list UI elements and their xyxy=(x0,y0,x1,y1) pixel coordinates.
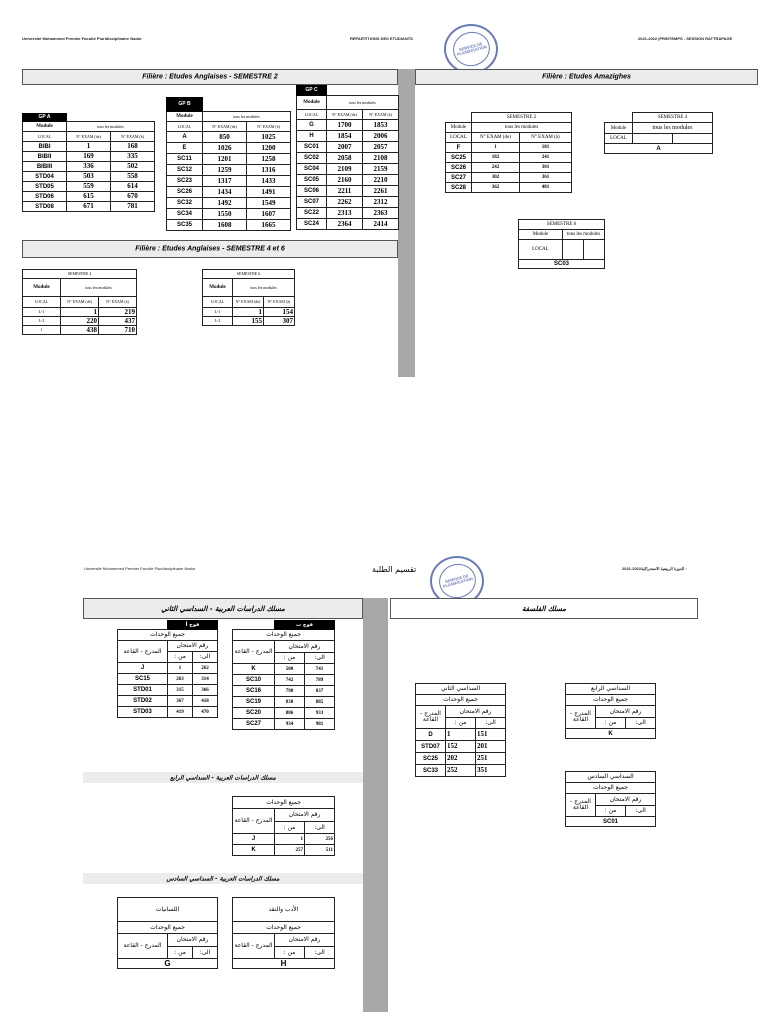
header-university-2: Université Mohammed Premier Faculté Pluridisciplinaire Nador xyxy=(84,566,196,571)
exam-to-cell: 262 xyxy=(193,663,218,674)
room-cell: J xyxy=(233,834,275,845)
table-arabic-s4: جميع الوحدات المدرج - القاعة رقم الامتحان من : الى: J 1 256 K 257 511 xyxy=(232,796,335,856)
exam-from-cell: 500 xyxy=(275,664,305,675)
section-title-amazigh: Filière : Etudes Amazighes xyxy=(415,69,758,85)
room-cell: STD07 xyxy=(416,741,446,753)
room-cell: SC16 xyxy=(233,686,275,697)
table-row xyxy=(297,164,399,175)
exam-to-cell: 1200 xyxy=(247,143,291,154)
table-row xyxy=(23,162,155,172)
section-title-arabic-s2: مسلك الدراسات العربية - السداسي الثاني xyxy=(83,598,363,619)
exam-to-cell: 470 xyxy=(193,707,218,718)
exam-from-cell: 1434 xyxy=(203,187,247,198)
header-session: 2021-2022 |PRINTEMPS - SESSION RATTRAPAGE xyxy=(638,36,733,41)
exam-from-cell: 1259 xyxy=(203,165,247,176)
exam-to-cell: 2108 xyxy=(363,153,399,164)
exam-to-cell: 1433 xyxy=(247,176,291,187)
exam-from-cell: 2109 xyxy=(327,164,363,175)
exam-from-cell: 438 xyxy=(61,326,99,335)
exam-to-cell: 789 xyxy=(305,675,335,686)
room-cell: SC28 xyxy=(446,183,472,193)
exam-to-cell: 2414 xyxy=(363,219,399,230)
table-arabic-s6-linguistics: اللسانيات جميع الوحدات المدرج - القاعة رقم الامتحان من : الى: G xyxy=(117,897,218,969)
table-row xyxy=(167,132,291,143)
exam-from-cell: 886 xyxy=(275,708,305,719)
exam-from-cell: 1550 xyxy=(203,209,247,220)
exam-from-cell: 1492 xyxy=(203,198,247,209)
room-cell: SC26 xyxy=(446,163,472,173)
exam-to-cell: 335 xyxy=(111,152,155,162)
divider-bar xyxy=(398,69,415,377)
room-cell: H xyxy=(297,131,327,142)
table-row xyxy=(233,686,335,697)
exam-to-cell: 241 xyxy=(520,153,572,163)
room-cell: SC20 xyxy=(233,708,275,719)
table-row xyxy=(446,153,572,163)
exam-from-cell: 850 xyxy=(203,132,247,143)
exam-from-cell: 220 xyxy=(61,317,99,326)
table-row xyxy=(446,143,572,153)
exam-from-cell: 2007 xyxy=(327,142,363,153)
table-amazigh-s4: SEMESTRE 4 Module tous les modules LOCAL A xyxy=(604,112,713,154)
room-cell: STD03 xyxy=(118,707,168,718)
header-title-2: تقسيم الطلبة xyxy=(372,565,417,574)
table-row xyxy=(416,741,506,753)
header-university: Université Mohammed Premier Faculté Pluridisciplinaire Nador xyxy=(22,36,142,41)
table-row xyxy=(167,154,291,165)
table-row xyxy=(167,143,291,154)
table-row xyxy=(167,165,291,176)
exam-to-cell: 201 xyxy=(476,741,506,753)
exam-from-cell: 559 xyxy=(67,182,111,192)
room-cell: SC34 xyxy=(167,209,203,220)
exam-from-cell: 202 xyxy=(446,753,476,765)
room-cell: J xyxy=(118,663,168,674)
exam-from-cell: 155 xyxy=(233,317,264,326)
exam-from-cell: 1700 xyxy=(327,120,363,131)
group-label: GP A xyxy=(23,114,67,122)
room-cell: SC01 xyxy=(297,142,327,153)
exam-to-cell: 437 xyxy=(99,317,137,326)
table-row xyxy=(203,317,295,326)
exam-to-cell: 710 xyxy=(99,326,137,335)
exam-from-cell: 1854 xyxy=(327,131,363,142)
room-cell: G xyxy=(297,120,327,131)
exam-from-cell: 615 xyxy=(67,192,111,202)
exam-to-cell: 481 xyxy=(520,183,572,193)
exam-from-cell: 1 xyxy=(67,142,111,152)
table-row xyxy=(446,173,572,183)
room-cell: SC24 xyxy=(297,219,327,230)
exam-to-cell: 1316 xyxy=(247,165,291,176)
room-cell: SC25 xyxy=(416,753,446,765)
exam-from-cell: 242 xyxy=(472,163,520,173)
table-row xyxy=(297,131,399,142)
exam-from-cell: 934 xyxy=(275,719,305,730)
table-row xyxy=(297,208,399,219)
exam-from-cell: 169 xyxy=(67,152,111,162)
table-philosophy-s4: السداسي الرابع جميع الوحدات المدرج - القاعة رقم الامتحان من : الى: K xyxy=(565,683,656,739)
table-english-s4: SEMESTRE 4 Module tous les modules LOCAL N° EXAM (de) N° EXAM (à) L-1 1 219 L-2 220 437 J 438 710 xyxy=(22,269,137,335)
stamp-seal-2: SERVICE DE PLANIFICATION xyxy=(430,556,484,606)
table-row xyxy=(446,163,572,173)
table-row xyxy=(167,220,291,231)
exam-from-cell: 336 xyxy=(67,162,111,172)
room-cell: SC11 xyxy=(167,154,203,165)
room-cell: BIBII xyxy=(23,152,67,162)
table-gp-b: GP B Module tous les modules LOCAL N° EXAM (de) N° EXAM (à) A 850 1025 E 1026 1200 SC11 1201 1258 SC12 1259 1316 SC23 1317 1433 SC26 1434 1491 SC32 1492 1549 SC34 1550 1607 SC35 1608 1665 xyxy=(166,97,291,231)
table-english-s6: SEMESTRE 6 Module tous les modules LOCAL N° EXAM (de) N° EXAM (à) L-1 1 154 L-2 155 307 xyxy=(202,269,295,326)
exam-from-cell: 182 xyxy=(472,153,520,163)
section-title-philosophy: مسلك الفلسفة xyxy=(390,598,698,619)
exam-to-cell: 981 xyxy=(305,719,335,730)
room-cell: SC27 xyxy=(446,173,472,183)
exam-to-cell: 219 xyxy=(99,308,137,317)
exam-from-cell: 152 xyxy=(446,741,476,753)
table-row xyxy=(233,675,335,686)
exam-from-cell: 367 xyxy=(168,696,193,707)
room-cell: STD01 xyxy=(118,685,168,696)
section-title-arabic-s4: مسلك الدراسات العربية - السداسي الرابع xyxy=(83,772,363,783)
exam-from-cell: 790 xyxy=(275,686,305,697)
exam-from-cell: 257 xyxy=(275,845,305,856)
exam-to-cell: 2210 xyxy=(363,175,399,186)
table-row xyxy=(118,674,218,685)
exam-from-cell: 838 xyxy=(275,697,305,708)
exam-to-cell: 168 xyxy=(111,142,155,152)
room-cell: STD05 xyxy=(23,182,67,192)
exam-to-cell: 2363 xyxy=(363,208,399,219)
room-cell: BIBI xyxy=(23,142,67,152)
table-row xyxy=(167,198,291,209)
exam-from-cell: 2211 xyxy=(327,186,363,197)
exam-to-cell: 1549 xyxy=(247,198,291,209)
exam-to-cell: 1853 xyxy=(363,120,399,131)
table-row xyxy=(118,696,218,707)
room-cell: K xyxy=(233,664,275,675)
exam-from-cell: 1 xyxy=(233,308,264,317)
exam-to-cell: 502 xyxy=(111,162,155,172)
exam-from-cell: 1 xyxy=(168,663,193,674)
table-row xyxy=(297,219,399,230)
table-group-b: فوج ب جميع الوحدات المدرج - القاعة رقم الامتحان من : الى: K 500 741 SC10 742 789 SC16 790 837 SC19 838 885 SC20 886 933 SC27 934 981 xyxy=(232,620,335,730)
exam-to-cell: 2057 xyxy=(363,142,399,153)
table-row xyxy=(233,719,335,730)
table-row xyxy=(23,326,137,335)
exam-to-cell: 2006 xyxy=(363,131,399,142)
room-cell: SC02 xyxy=(297,153,327,164)
table-row xyxy=(416,765,506,777)
exam-from-cell: 1317 xyxy=(203,176,247,187)
exam-from-cell: 252 xyxy=(446,765,476,777)
room-cell: SC23 xyxy=(167,176,203,187)
exam-from-cell: 1 xyxy=(275,834,305,845)
table-row xyxy=(233,845,335,856)
exam-to-cell: 1607 xyxy=(247,209,291,220)
room-cell: STD06 xyxy=(23,192,67,202)
room-cell: SC10 xyxy=(233,675,275,686)
table-row xyxy=(203,308,295,317)
exam-from-cell: 315 xyxy=(168,685,193,696)
table-row xyxy=(23,308,137,317)
table-row xyxy=(416,729,506,741)
room-cell: F xyxy=(446,143,472,153)
room-cell: SC19 xyxy=(233,697,275,708)
table-row xyxy=(446,183,572,193)
room-cell: STD04 xyxy=(23,172,67,182)
exam-from-cell: 362 xyxy=(472,183,520,193)
table-row xyxy=(297,175,399,186)
exam-to-cell: 614 xyxy=(111,182,155,192)
exam-from-cell: 671 xyxy=(67,202,111,212)
exam-to-cell: 418 xyxy=(193,696,218,707)
table-row xyxy=(23,142,155,152)
exam-from-cell: 2313 xyxy=(327,208,363,219)
table-row xyxy=(23,202,155,212)
room-cell: SC06 xyxy=(297,186,327,197)
header-session-2: 2021-2022الدورة الربيعية الاستدراكية : xyxy=(622,566,687,571)
exam-to-cell: 781 xyxy=(111,202,155,212)
table-row xyxy=(297,142,399,153)
table-row xyxy=(233,708,335,719)
exam-from-cell: 2058 xyxy=(327,153,363,164)
room-cell: K xyxy=(233,845,275,856)
exam-from-cell: 742 xyxy=(275,675,305,686)
section-title-arabic-s6: مسلك الدراسات العربية - السداسي السادس xyxy=(83,873,363,884)
exam-from-cell: 2364 xyxy=(327,219,363,230)
room-cell: L-2 xyxy=(203,317,233,326)
table-row xyxy=(23,152,155,162)
exam-to-cell: 2261 xyxy=(363,186,399,197)
table-philosophy-s2: السداسي الثاني جميع الوحدات المدرج - القاعة رقم الامتحان من : الى: D 1 151 STD07 152 201 SC25 202 251 SC33 252 351 xyxy=(415,683,506,777)
exam-to-cell: 154 xyxy=(264,308,295,317)
exam-from-cell: 503 xyxy=(67,172,111,182)
room-cell: BIBIII xyxy=(23,162,67,172)
exam-from-cell: 1026 xyxy=(203,143,247,154)
table-row xyxy=(233,697,335,708)
table-row xyxy=(23,192,155,202)
exam-to-cell: 307 xyxy=(264,317,295,326)
exam-from-cell: 263 xyxy=(168,674,193,685)
exam-to-cell: 1025 xyxy=(247,132,291,143)
exam-from-cell: 1608 xyxy=(203,220,247,231)
exam-to-cell: 351 xyxy=(476,765,506,777)
divider-bar-2 xyxy=(363,598,388,1012)
exam-from-cell: 419 xyxy=(168,707,193,718)
room-cell: J xyxy=(23,326,61,335)
exam-to-cell: 366 xyxy=(193,685,218,696)
exam-to-cell: 1491 xyxy=(247,187,291,198)
table-arabic-s6-literature: الأدب والنقد جميع الوحدات المدرج - القاعة رقم الامتحان من : الى: H xyxy=(232,897,335,969)
room-cell: L-2 xyxy=(23,317,61,326)
table-row xyxy=(233,834,335,845)
exam-to-cell: 670 xyxy=(111,192,155,202)
exam-to-cell: 151 xyxy=(476,729,506,741)
table-group-a: فوج أ جميع الوحدات المدرج - القاعة رقم الامتحان من : الى: J 1 262 SC15 263 314 STD01 315 366 STD02 367 418 STD03 419 470 xyxy=(117,620,218,718)
exam-to-cell: 251 xyxy=(476,753,506,765)
room-cell: E xyxy=(167,143,203,154)
table-gp-c: GP C Module tous les modules LOCAL N° EXAM (de) N° EXAM (à) G 1700 1853 H 1854 2006 SC01 2007 2057 SC02 2058 2108 SC04 2109 2159 SC05 2160 2210 SC06 2211 2261 SC07 2262 2312 SC22 2313 2363 SC24 2364 2414 xyxy=(296,85,399,230)
table-row xyxy=(23,317,137,326)
exam-to-cell: 933 xyxy=(305,708,335,719)
room-cell: STD08 xyxy=(23,202,67,212)
exam-from-cell: 1 xyxy=(446,729,476,741)
table-amazigh-s6: SEMESTRE 6 Module tous les modules LOCAL SC03 xyxy=(518,219,605,269)
section-title-english-s46: Filière : Etudes Anglaises - SEMESTRE 4 et 6 xyxy=(22,240,398,258)
room-cell: SC35 xyxy=(167,220,203,231)
room-cell: L-1 xyxy=(203,308,233,317)
table-row xyxy=(297,153,399,164)
room-cell: SC25 xyxy=(446,153,472,163)
room-cell: SC22 xyxy=(297,208,327,219)
table-row xyxy=(23,182,155,192)
room-cell: SC27 xyxy=(233,719,275,730)
section-title-english-s2: Filière : Etudes Anglaises - SEMESTRE 2 xyxy=(22,69,398,85)
exam-from-cell: 2262 xyxy=(327,197,363,208)
table-row xyxy=(118,685,218,696)
table-amazigh-s2: SEMESTRE 2 Module tous les modules LOCAL N° EXAM (de) N° EXAM (à) F 1 181 SC25 182 241 SC26 242 301 SC27 302 361 SC28 362 481 xyxy=(445,112,572,193)
header-title: REPARTITIONS DES ETUDIANTS xyxy=(350,36,413,41)
table-philosophy-s6: السداسي السادس جميع الوحدات المدرج - القاعة رقم الامتحان من : الى: SC01 xyxy=(565,771,656,827)
exam-from-cell: 1 xyxy=(472,143,520,153)
exam-from-cell: 1201 xyxy=(203,154,247,165)
room-cell: SC32 xyxy=(167,198,203,209)
table-row xyxy=(297,120,399,131)
exam-to-cell: 1258 xyxy=(247,154,291,165)
table-row xyxy=(23,172,155,182)
exam-from-cell: 302 xyxy=(472,173,520,183)
exam-from-cell: 1 xyxy=(61,308,99,317)
room-cell: SC12 xyxy=(167,165,203,176)
table-row xyxy=(118,663,218,674)
room-cell: L-1 xyxy=(23,308,61,317)
room-cell: STD02 xyxy=(118,696,168,707)
table-row xyxy=(167,176,291,187)
exam-to-cell: 1665 xyxy=(247,220,291,231)
table-row xyxy=(167,187,291,198)
room-cell: SC15 xyxy=(118,674,168,685)
table-row xyxy=(297,186,399,197)
exam-to-cell: 885 xyxy=(305,697,335,708)
room-cell: SC04 xyxy=(297,164,327,175)
exam-to-cell: 511 xyxy=(305,845,335,856)
table-row xyxy=(233,664,335,675)
exam-to-cell: 256 xyxy=(305,834,335,845)
room-cell: SC05 xyxy=(297,175,327,186)
exam-to-cell: 2312 xyxy=(363,197,399,208)
exam-to-cell: 314 xyxy=(193,674,218,685)
exam-to-cell: 181 xyxy=(520,143,572,153)
exam-to-cell: 2159 xyxy=(363,164,399,175)
exam-to-cell: 301 xyxy=(520,163,572,173)
room-cell: A xyxy=(167,132,203,143)
table-row xyxy=(118,707,218,718)
exam-to-cell: 361 xyxy=(520,173,572,183)
table-gp-a: GP A Module tous les modules LOCAL N° EXAM (de) N° EXAM (à) BIBI 1 168 BIBII 169 335 BIBIII 336 502 STD04 503 558 STD05 559 614 STD06 615 670 STD08 671 781 xyxy=(22,113,155,212)
exam-to-cell: 741 xyxy=(305,664,335,675)
exam-to-cell: 837 xyxy=(305,686,335,697)
table-row xyxy=(416,753,506,765)
room-cell: D xyxy=(416,729,446,741)
room-cell: SC33 xyxy=(416,765,446,777)
room-cell: SC26 xyxy=(167,187,203,198)
exam-to-cell: 558 xyxy=(111,172,155,182)
stamp-seal: SERVICE DE PLANIFICATION xyxy=(444,24,498,74)
table-row xyxy=(167,209,291,220)
room-cell: SC07 xyxy=(297,197,327,208)
table-row xyxy=(297,197,399,208)
exam-from-cell: 2160 xyxy=(327,175,363,186)
